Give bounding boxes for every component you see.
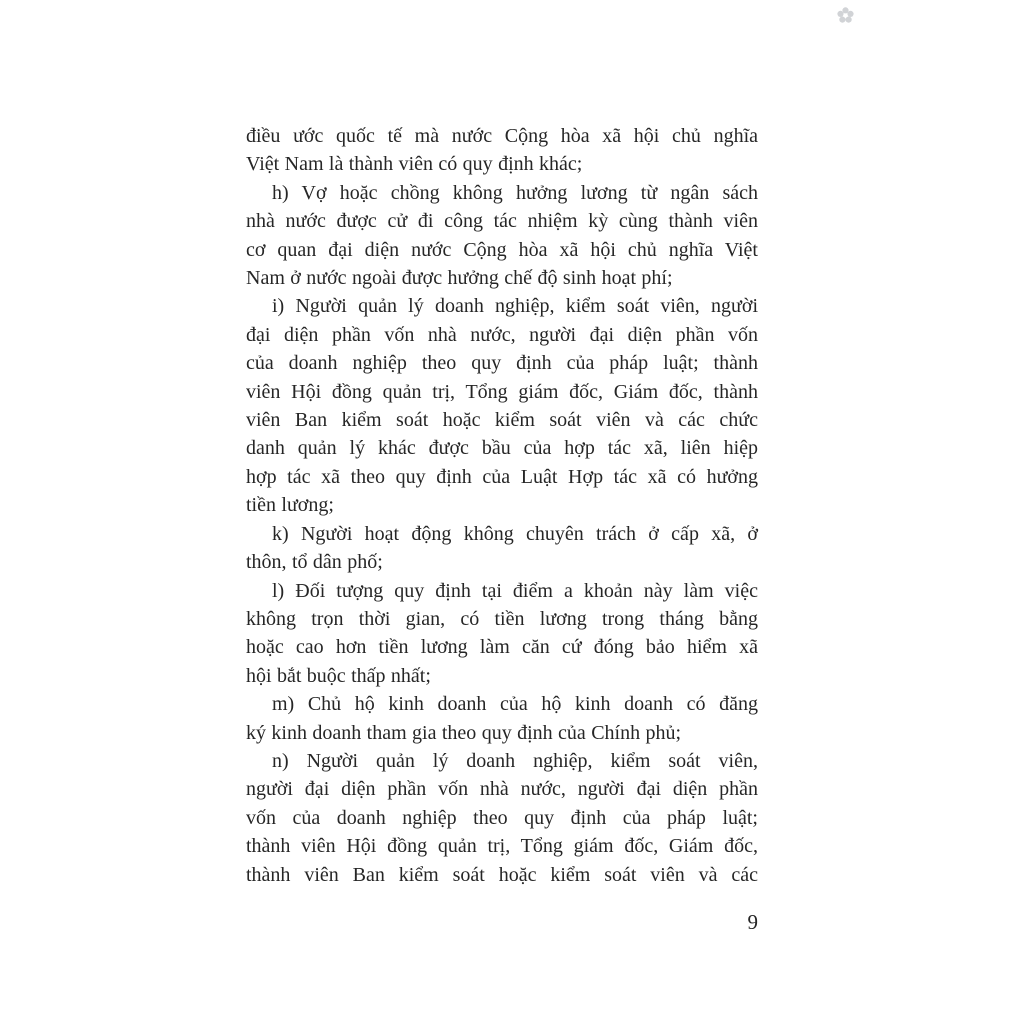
text-line: ký kinh doanh tham gia theo quy định của Chính phủ; bbox=[246, 721, 682, 744]
text-line: m) Chủ hộ kinh doanh của hộ kinh doanh có đăng bbox=[272, 693, 758, 716]
text-line: danh quản lý khác được bầu của hợp tác xã, liên hiệp bbox=[246, 437, 758, 460]
text-line: đại diện phần vốn nhà nước, người đại diện phần vốn bbox=[246, 323, 758, 346]
text-line: nhà nước được cử đi công tác nhiệm kỳ cùng thành viên bbox=[246, 210, 758, 233]
text-line: Việt Nam là thành viên có quy định khác; bbox=[246, 153, 583, 176]
text-line: vốn của doanh nghiệp theo quy định của pháp luật; bbox=[246, 806, 758, 829]
flower-icon bbox=[836, 6, 855, 25]
text-line: Nam ở nước ngoài được hưởng chế độ sinh hoạt phí; bbox=[246, 267, 673, 290]
text-line: của doanh nghiệp theo quy định của pháp luật; thành bbox=[246, 352, 758, 375]
text-line: i) Người quản lý doanh nghiệp, kiểm soát viên, người bbox=[272, 295, 758, 318]
text-line: n) Người quản lý doanh nghiệp, kiểm soát viên, bbox=[272, 749, 758, 772]
page-number: 9 bbox=[747, 910, 758, 934]
text-line: thành viên Ban kiểm soát hoặc kiểm soát viên và các bbox=[246, 863, 758, 886]
text-line: hoặc cao hơn tiền lương làm căn cứ đóng bảo hiểm xã bbox=[246, 636, 758, 659]
text-line: hội bắt buộc thấp nhất; bbox=[246, 664, 431, 687]
text-line: cơ quan đại diện nước Cộng hòa xã hội chủ nghĩa Việt bbox=[246, 238, 758, 261]
text-line: người đại diện phần vốn nhà nước, người đại diện phần bbox=[246, 778, 758, 801]
text-line: k) Người hoạt động không chuyên trách ở cấp xã, ở bbox=[272, 522, 758, 545]
text-line: l) Đối tượng quy định tại điểm a khoản này làm việc bbox=[272, 579, 758, 602]
text-line: thôn, tổ dân phố; bbox=[246, 551, 383, 574]
body-text bbox=[246, 122, 758, 889]
text-line: không trọn thời gian, có tiền lương trong tháng bằng bbox=[246, 607, 758, 630]
text-line: điều ước quốc tế mà nước Cộng hòa xã hội chủ nghĩa bbox=[246, 125, 758, 147]
text-line: thành viên Hội đồng quản trị, Tổng giám đốc, Giám đốc, bbox=[246, 835, 758, 858]
text-line: h) Vợ hoặc chồng không hưởng lương từ ngân sách bbox=[272, 181, 758, 204]
text-line: hợp tác xã theo quy định của Luật Hợp tác xã có hưởng bbox=[246, 465, 758, 488]
text-line: tiền lương; bbox=[246, 494, 334, 517]
text-line: viên Hội đồng quản trị, Tổng giám đốc, Giám đốc, thành bbox=[246, 380, 758, 403]
text-line: viên Ban kiểm soát hoặc kiểm soát viên và các chức bbox=[246, 409, 758, 432]
